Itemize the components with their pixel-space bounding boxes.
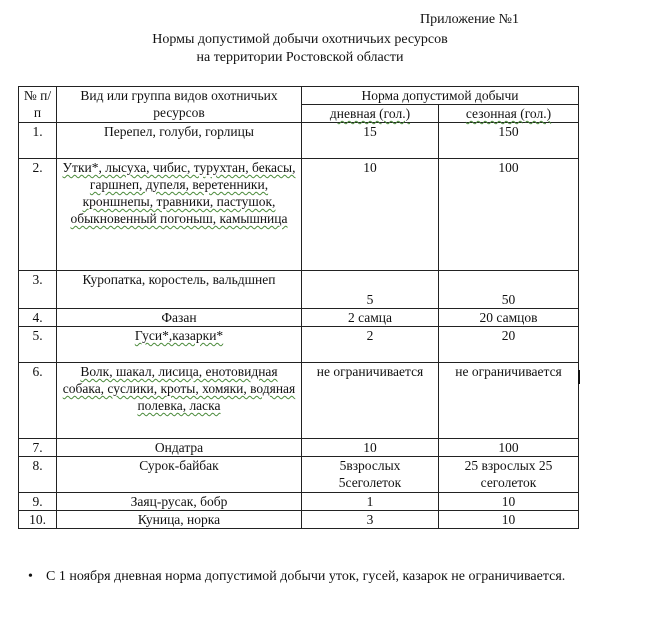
text-cursor xyxy=(578,370,580,384)
row-num: 9. xyxy=(19,493,57,511)
table-row xyxy=(19,511,579,529)
row-daily: 5 xyxy=(302,271,439,309)
row-daily: 15 xyxy=(302,123,439,159)
row-species: Гуси*,казарки* xyxy=(57,327,302,363)
table-row xyxy=(19,327,579,363)
row-species: Заяц-русак, бобр xyxy=(57,493,302,511)
footnote-text: С 1 ноября дневная норма допустимой добычи уток, гусей, казарок не ограничивается. xyxy=(46,569,566,584)
row-daily: 3 xyxy=(302,511,439,529)
row-daily: 2 самца xyxy=(302,309,439,327)
row-seasonal: 100 xyxy=(439,159,579,271)
footnote xyxy=(28,567,606,586)
appendix-label: Приложение №1 xyxy=(420,12,519,27)
row-num: 10. xyxy=(19,511,57,529)
row-seasonal: не ограничивается xyxy=(439,363,579,439)
row-num: 6. xyxy=(19,363,57,439)
header-species: Вид или группа видов охотничьих ресурсов xyxy=(57,87,302,123)
table-header-row xyxy=(19,87,579,105)
row-seasonal: 50 xyxy=(439,271,579,309)
row-species: Ондатра xyxy=(57,439,302,457)
row-seasonal: 20 xyxy=(439,327,579,363)
row-species: Куница, норка xyxy=(57,511,302,529)
row-species: Фазан xyxy=(57,309,302,327)
header-daily: дневная (гол.) xyxy=(302,105,439,123)
row-num: 4. xyxy=(19,309,57,327)
table-row xyxy=(19,493,579,511)
row-species: Утки*, лысуха, чибис, турухтан, бекасы, гаршнеп, дупеля, веретенники, кроншнепы, травники, пастушок, обыкновенный погоныш, камышница xyxy=(57,159,302,271)
row-daily: 5взрослых 5сеголеток xyxy=(302,457,439,493)
hunting-norms-table xyxy=(18,86,579,529)
row-num: 8. xyxy=(19,457,57,493)
table-row xyxy=(19,439,579,457)
table-row xyxy=(19,363,579,439)
row-species: Волк, шакал, лисица, енотовидная собака, суслики, кроты, хомяки, водяная полевка, ласка xyxy=(57,363,302,439)
bullet-icon: • xyxy=(28,569,33,584)
row-species: Сурок-байбак xyxy=(57,457,302,493)
document-subtitle: на территории Ростовской области xyxy=(196,50,404,65)
row-seasonal: 10 xyxy=(439,511,579,529)
row-seasonal: 100 xyxy=(439,439,579,457)
row-seasonal: 20 самцов xyxy=(439,309,579,327)
table-row xyxy=(19,159,579,271)
row-seasonal: 10 xyxy=(439,493,579,511)
header-num: № п/п xyxy=(19,87,57,123)
row-species: Перепел, голуби, горлицы xyxy=(57,123,302,159)
row-num: 1. xyxy=(19,123,57,159)
header-norm: Норма допустимой добычи xyxy=(302,87,579,105)
table-row xyxy=(19,457,579,493)
row-seasonal: 150 xyxy=(439,123,579,159)
row-num: 3. xyxy=(19,271,57,309)
row-daily: 1 xyxy=(302,493,439,511)
row-num: 7. xyxy=(19,439,57,457)
row-num: 5. xyxy=(19,327,57,363)
header-seasonal: сезонная (гол.) xyxy=(439,105,579,123)
row-seasonal: 25 взрослых 25 сеголеток xyxy=(439,457,579,493)
row-daily: 2 xyxy=(302,327,439,363)
table-row xyxy=(19,309,579,327)
table-row xyxy=(19,123,579,159)
row-num: 2. xyxy=(19,159,57,271)
row-daily: 10 xyxy=(302,439,439,457)
row-species: Куропатка, коростель, вальдшнеп xyxy=(57,271,302,309)
table-row xyxy=(19,271,579,309)
row-daily: не ограничивается xyxy=(302,363,439,439)
row-daily: 10 xyxy=(302,159,439,271)
document-title: Нормы допустимой добычи охотничьих ресурсов xyxy=(152,32,448,47)
